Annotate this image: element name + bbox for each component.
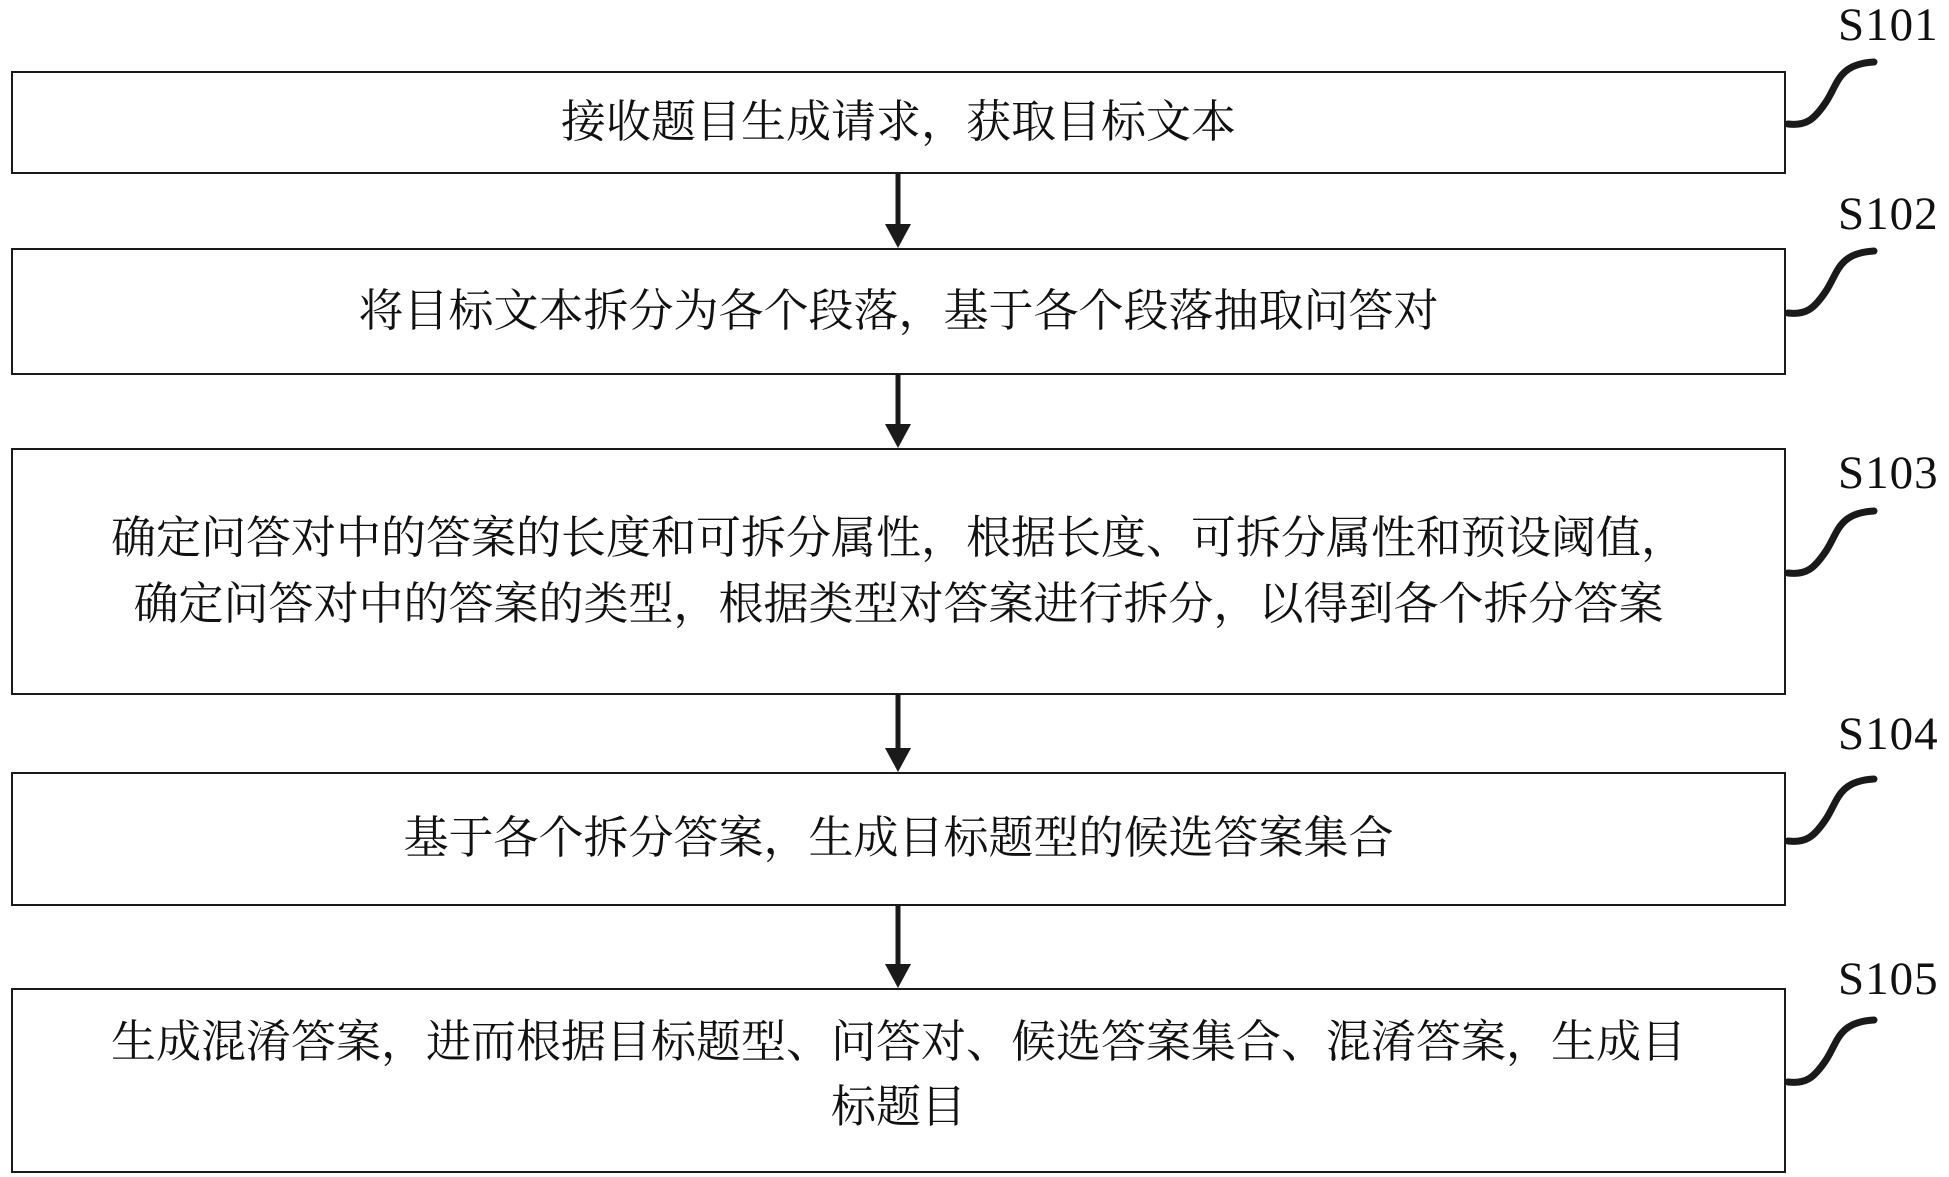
step-text: 确定问答对中的答案的类型，根据类型对答案进行拆分，以得到各个拆分答案 xyxy=(133,578,1664,629)
step-text: 基于各个拆分答案，生成目标题型的候选答案集合 xyxy=(403,813,1394,864)
flow-arrow-down xyxy=(878,906,918,988)
step-text: 标题目 xyxy=(830,1082,966,1133)
step-connector-s101 xyxy=(1786,58,1878,130)
step-box-s105 xyxy=(11,988,1786,1173)
step-label-s102: S102 xyxy=(1838,188,1939,240)
step-box-s103 xyxy=(11,448,1786,695)
flow-arrow-down xyxy=(878,375,918,448)
step-label-s105: S105 xyxy=(1838,953,1939,1005)
flow-arrow-down xyxy=(878,174,918,248)
step-connector-s102 xyxy=(1786,247,1878,319)
step-connector-s104 xyxy=(1786,775,1878,847)
step-label-s101: S101 xyxy=(1838,0,1939,51)
step-connector-s105 xyxy=(1786,1016,1878,1088)
step-text: 接收题目生成请求，获取目标文本 xyxy=(560,96,1236,147)
step-box-s101 xyxy=(11,71,1786,174)
step-text: 确定问答对中的答案的长度和可拆分属性，根据长度、可拆分属性和预设阈值， xyxy=(110,513,1686,564)
step-label-s103: S103 xyxy=(1838,447,1939,499)
step-label-s104: S104 xyxy=(1838,708,1939,760)
step-box-s104 xyxy=(11,772,1786,906)
flow-arrow-down xyxy=(878,695,918,772)
step-text: 将目标文本拆分为各个段落，基于各个段落抽取问答对 xyxy=(358,285,1439,336)
step-box-s102 xyxy=(11,248,1786,375)
step-connector-s103 xyxy=(1786,507,1878,579)
step-text: 生成混淆答案，进而根据目标题型、问答对、候选答案集合、混淆答案，生成目 xyxy=(110,1017,1686,1067)
